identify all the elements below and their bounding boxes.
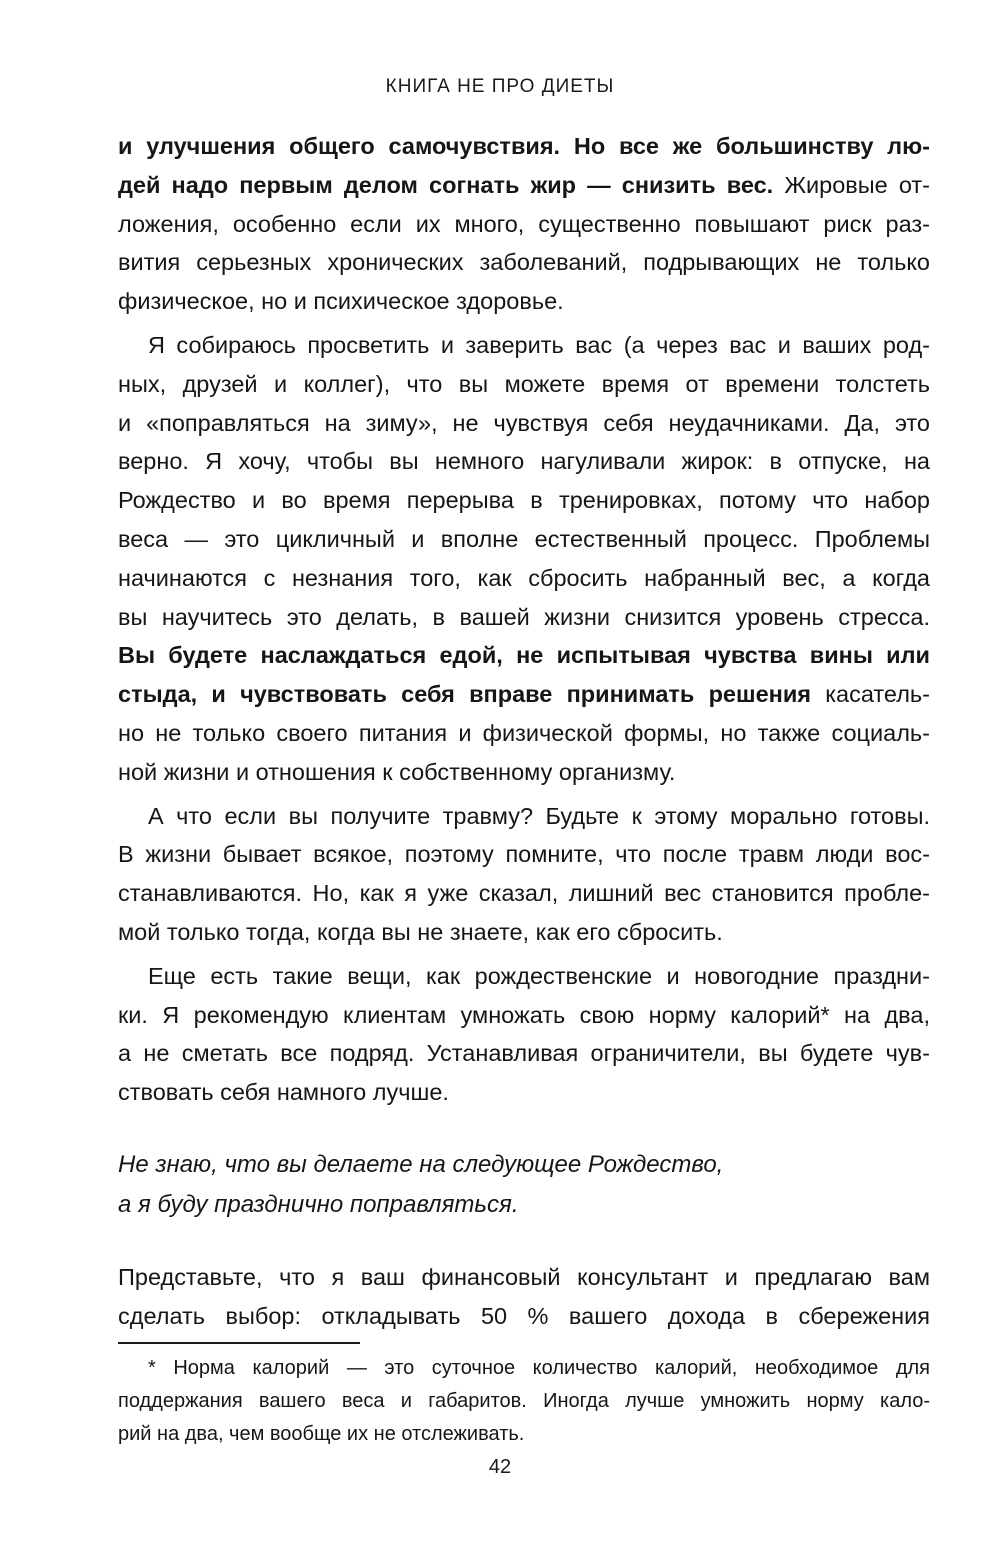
text-line xyxy=(118,1073,930,1112)
text-run: физическое, но и психическое здоровье. xyxy=(118,288,564,315)
text-run: вы научитесь это делать, в вашей жизни снизится уровень стресса. xyxy=(118,603,930,630)
bold-text: стыда, и чувствовать себя вправе принимать решения xyxy=(118,681,812,708)
paragraph xyxy=(118,957,930,1112)
text-run: верно. Я хочу, чтобы вы немного нагуливали жирок: в отпуске, на xyxy=(118,448,930,475)
text-line xyxy=(118,559,930,598)
text-run: а не сметать все подряд. Устанавливая ограничители, вы будете чув- xyxy=(118,1040,930,1067)
paragraph xyxy=(118,326,930,792)
text-line xyxy=(118,442,930,481)
text-line xyxy=(118,957,930,996)
text-line xyxy=(118,797,930,836)
text-line xyxy=(118,243,930,282)
text-run: вития серьезных хронических заболеваний, подрывающих не только xyxy=(118,249,930,276)
text-run: Еще есть такие вещи, как рождественские и новогодние праздни- xyxy=(148,962,930,989)
bold-text: дей надо первым делом согнать жир — снизить вес. xyxy=(118,171,774,198)
text-run: мой только тогда, когда вы не знаете, как его сбросить. xyxy=(118,918,723,945)
text-run: и «поправляться на зиму», не чувствуя себя неудачниками. Да, это xyxy=(118,409,930,436)
text-line xyxy=(118,913,930,952)
bold-text: Вы будете наслаждаться едой, не испытывая чувства вины или xyxy=(118,642,930,669)
text-line xyxy=(118,205,930,244)
text-line xyxy=(118,598,930,637)
text-line xyxy=(118,874,930,913)
text-run: ных, друзей и коллег), что вы можете время от времени толстеть xyxy=(118,370,930,397)
body-text xyxy=(118,127,930,1117)
text-line: Представьте, что я ваш финансовый консультант и предлагаю вам xyxy=(118,1264,930,1290)
text-run: В жизни бывает всякое, поэтому помните, что после травм люди вос- xyxy=(118,841,930,868)
text-line xyxy=(118,326,930,365)
text-run: станавливаются. Но, как я уже сказал, лишний вес становится пробле- xyxy=(118,880,930,907)
paragraph xyxy=(118,797,930,952)
footnote-divider xyxy=(118,1342,360,1344)
text-line xyxy=(118,636,930,675)
running-head: КНИГА НЕ ПРО ДИЕТЫ xyxy=(385,76,615,97)
text-run: ложения, особенно если их много, существенно повышают риск раз- xyxy=(118,210,930,237)
text-line xyxy=(118,675,930,714)
text-line xyxy=(118,127,930,166)
quote-line: Не знаю, что вы делаете на следующее Рождество, xyxy=(118,1151,724,1178)
text-line xyxy=(118,481,930,520)
bold-text: и улучшения общего самочувствия. Но все же большинству лю- xyxy=(118,133,930,159)
footnote-line: поддержания вашего веса и габаритов. Иногда лучше умножить норму кало- xyxy=(118,1390,930,1412)
text-line xyxy=(118,1034,930,1073)
footnote-line: рий на два, чем вообще их не отслеживать. xyxy=(118,1423,525,1445)
text-run: ки. Я рекомендую клиентам умножать свою норму калорий* на два, xyxy=(118,1001,930,1028)
text-line: сделать выбор: откладывать 50 % вашего дохода в сбережения xyxy=(118,1302,930,1329)
text-run: ствовать себя намного лучше. xyxy=(118,1079,449,1106)
paragraph xyxy=(118,127,930,321)
text-run: Жировые от- xyxy=(773,171,930,198)
text-run: А что если вы получите травму? Будьте к этому морально готовы. xyxy=(148,802,930,829)
text-run: но не только своего питания и физической формы, но также социаль- xyxy=(118,719,930,746)
footnote-line: * Норма калорий — это суточное количество калорий, необходимое для xyxy=(148,1357,930,1379)
text-run: начинаются с незнания того, как сбросить набранный вес, а когда xyxy=(118,564,930,591)
text-line xyxy=(118,714,930,753)
text-run: ной жизни и отношения к собственному организму. xyxy=(118,758,676,785)
footnote xyxy=(118,1352,930,1451)
text-line xyxy=(118,282,930,321)
text-line xyxy=(118,365,930,404)
text-line xyxy=(118,835,930,874)
text-run: Я собираюсь просветить и заверить вас (а через вас и ваших род- xyxy=(148,331,930,358)
pull-quote xyxy=(118,1145,930,1225)
text-line xyxy=(118,753,930,792)
page-number: 42 xyxy=(488,1456,512,1478)
final-paragraph xyxy=(118,1258,930,1336)
text-line xyxy=(118,520,930,559)
text-line xyxy=(118,166,930,205)
quote-line: а я буду празднично поправляться. xyxy=(118,1191,519,1218)
text-run: Рождество и во время перерыва в тренировках, потому что набор xyxy=(118,487,930,514)
text-run: веса — это цикличный и вполне естественный процесс. Проблемы xyxy=(118,525,930,552)
text-line xyxy=(118,996,930,1035)
text-run: касатель- xyxy=(811,681,930,708)
text-line xyxy=(118,404,930,443)
